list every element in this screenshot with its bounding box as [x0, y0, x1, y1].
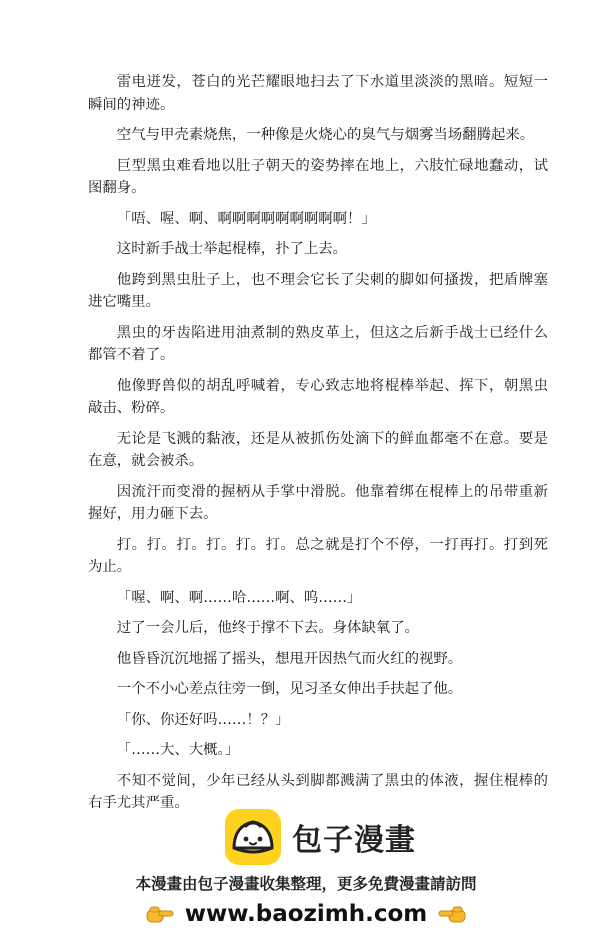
paragraph: 他跨到黑虫肚子上，也不理会它长了尖刺的脚如何搔拨，把盾牌塞进它嘴里。: [88, 271, 548, 310]
paragraph: 巨型黑虫难看地以肚子朝天的姿势摔在地上，六肢忙碌地蠢动，试图翻身。: [88, 157, 548, 196]
paragraph: 一个不小心差点往旁一倒，见习圣女伸出手扶起了他。: [116, 681, 463, 697]
footer-url-row: [0, 897, 612, 931]
paragraph: 雷电迸发，苍白的光芒耀眼地扫去了下水道里淡淡的黑暗。短短一瞬间的神迹。: [88, 74, 548, 113]
brand-logo[interactable]: [224, 808, 416, 866]
paragraph: 「唔、喔、啊、啊啊啊啊啊啊啊啊啊！」: [116, 210, 376, 227]
paragraph: 空气与甲壳素烧焦，一种像是火烧心的臭气与烟雾当场翻腾起来。: [116, 127, 535, 143]
story-text: [88, 71, 548, 823]
paragraph: 这时新手战士举起棍棒，扑了上去。: [116, 241, 348, 257]
footer-tagline: 本漫畫由包子漫畫收集整理，更多免費漫畫請訪問: [135, 875, 477, 893]
pointing-hand-icon: [145, 903, 175, 925]
paragraph: 过了一会儿后，他终于撑不下去。身体缺氧了。: [116, 620, 420, 636]
paragraph: 「……大、大概。」: [116, 742, 240, 758]
site-link[interactable]: www.baozimh.com: [184, 901, 428, 927]
pointing-hand-icon: [437, 903, 467, 925]
paragraph: 他昏昏沉沉地摇了摇头，想甩开因热气而火红的视野。: [116, 650, 463, 667]
paragraph: 「喔、啊、啊……哈……啊、呜……」: [116, 589, 362, 606]
paragraph: 不知不觉间，少年已经从头到脚都溅满了黑虫的体液，握住棍棒的右手尤其严重。: [88, 772, 548, 811]
brand-name: 包子漫畫: [292, 823, 416, 858]
paragraph: 因流汗而变滑的握柄从手掌中滑脱。他靠着绑在棍棒上的吊带重新握好，用力砸下去。: [88, 483, 548, 522]
paragraph: 他像野兽似的胡乱呼喊着，专心致志地将棍棒举起、挥下，朝黑虫敲击、粉碎。: [88, 377, 548, 416]
bun-face-icon: [224, 808, 282, 866]
paragraph: 「你、你还好吗……！？」: [116, 711, 290, 728]
paragraph: 打。打。打。打。打。打。总之就是打个不停，一打再打。打到死为止。: [88, 536, 548, 575]
paragraph: 黑虫的牙齿陷进用油煮制的熟皮革上，但这之后新手战士已经什么都管不着了。: [88, 324, 548, 363]
paragraph: 无论是飞溅的黏液，还是从被抓伤处滴下的鲜血都毫不在意。要是在意，就会被杀。: [88, 430, 548, 469]
